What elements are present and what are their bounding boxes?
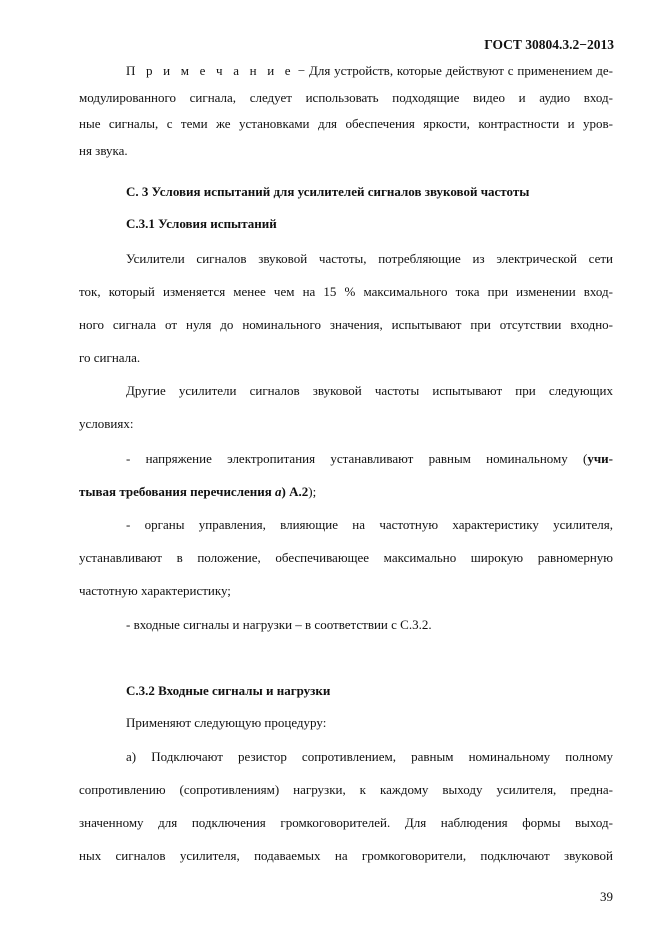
- paragraph-c31-1: [79, 242, 613, 374]
- text-line: - входные сигналы и нагрузки – в соответствии с С.3.2.: [126, 617, 432, 632]
- text-line: ток, который изменяется менее чем на 15 % максимального тока при изменении вход-: [79, 284, 613, 299]
- paragraph-c32-a: [79, 740, 613, 872]
- note-label: П р и м е ч а н и е: [126, 63, 294, 78]
- text-line: го сигнала.: [79, 350, 141, 365]
- text-line: - органы управления, влияющие на частотную характеристику усилителя,: [126, 517, 613, 532]
- text-line: частотную характеристику;: [79, 583, 231, 598]
- text-line: сопротивлению (сопротивлениям) нагрузки, к каждому выходу усилителя, предна-: [79, 782, 613, 797]
- text-line: Применяют следующую процедуру:: [126, 715, 327, 730]
- note-block: [79, 58, 613, 164]
- note-line-2: модулированного сигнала, следует использовать подходящие видео и аудио вход-: [79, 89, 613, 105]
- text-line: - напряжение электропитания устанавливают равным номинальному (учи-: [126, 451, 613, 466]
- section-c32-heading: С.3.2 Входные сигналы и нагрузки: [126, 683, 331, 698]
- text-line: Усилители сигналов звуковой частоты, потребляющие из электрической сети: [126, 251, 613, 266]
- paragraph-c32-intro: [79, 706, 613, 739]
- bullet-inputs: [79, 608, 613, 641]
- text-line: ного сигнала от нуля до номинального значения, испытывают при отсутствии входно-: [79, 317, 613, 332]
- bullet-controls: [79, 508, 613, 607]
- note-line-3: ные сигналы, с теми же установками для обеспечения яркости, контрастности и уров-: [79, 116, 613, 131]
- paragraph-c31-2: [79, 374, 613, 440]
- page-number: 39: [600, 889, 613, 904]
- section-c3-heading: С. 3 Условия испытаний для усилителей сигналов звуковой частоты: [126, 184, 530, 199]
- text-line: устанавливают в положение, обеспечивающее максимально широкую равномерную: [79, 550, 613, 565]
- text-line: а) Подключают резистор сопротивлением, равным номинальному полному: [126, 749, 613, 764]
- note-line-4: ня звука.: [79, 142, 128, 158]
- text-line: Другие усилители сигналов звуковой частоты испытывают при следующих: [126, 383, 613, 398]
- section-c31-heading: С.3.1 Условия испытаний: [126, 216, 277, 231]
- text-line: тывая требования перечисления а) А.2);: [79, 484, 317, 499]
- text-line: ных сигналов усилителя, подаваемых на громкоговорители, подключают звуковой: [79, 848, 613, 863]
- standard-header: ГОСТ 30804.3.2−2013: [484, 37, 614, 52]
- text-line: условиях:: [79, 416, 134, 431]
- text-line: значенному для подключения громкоговорителей. Для наблюдения формы выход-: [79, 815, 613, 830]
- bullet-voltage: [79, 442, 613, 508]
- note-line-1: П р и м е ч а н и е − Для устройств, которые действуют с применением де-: [126, 63, 614, 78]
